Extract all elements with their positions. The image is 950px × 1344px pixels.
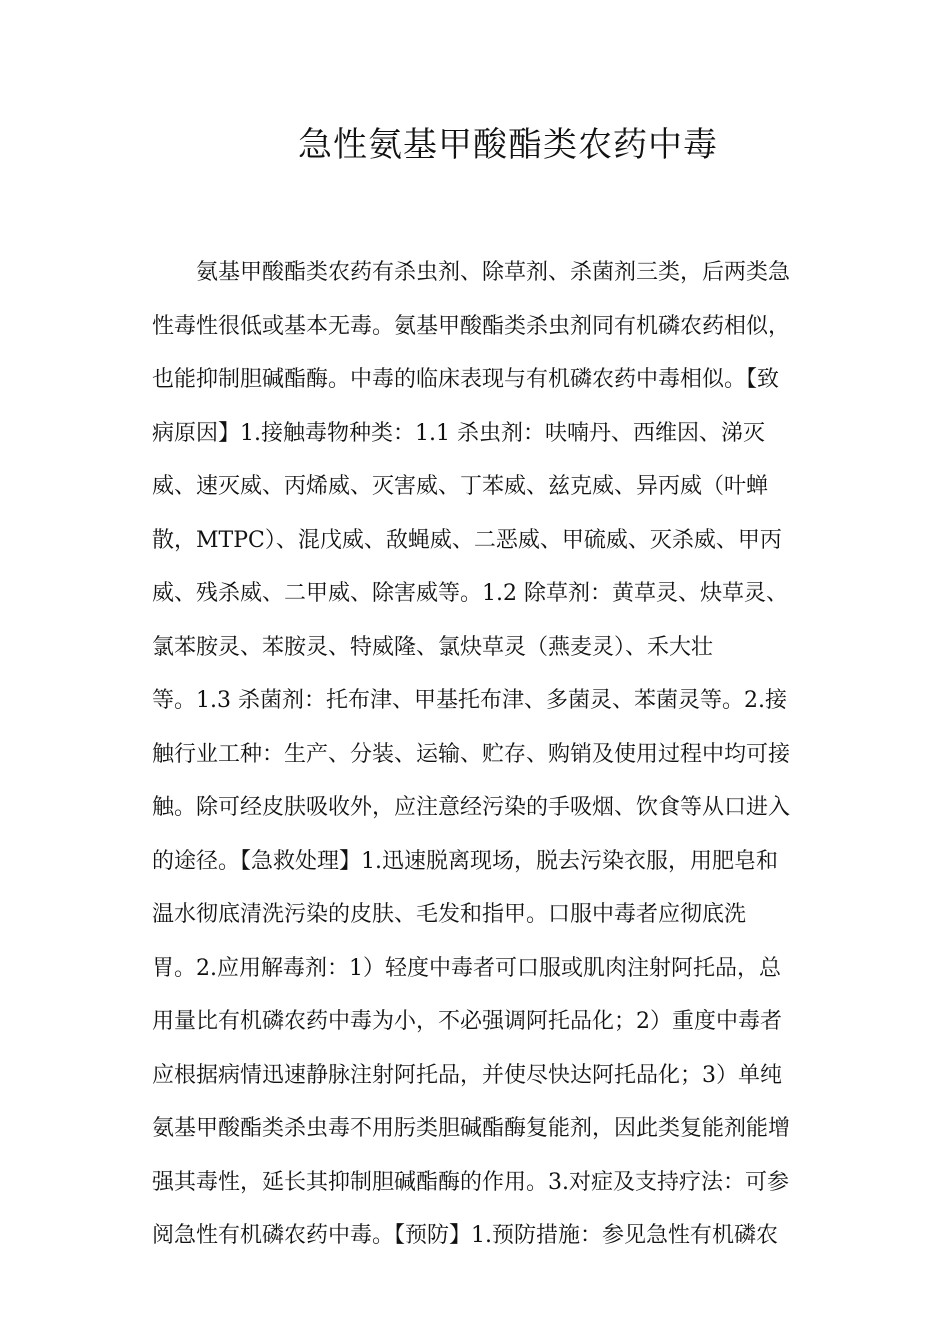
body-line: 阅急性有机磷农药中毒。【预防】1.预防措施：参见急性有机磷农	[152, 1223, 778, 1248]
body-line: 触。除可经皮肤吸收外，应注意经污染的手吸烟、饮食等从口进入	[152, 795, 791, 820]
body-line: 威、速灭威、丙烯威、灭害威、丁苯威、兹克威、异丙威（叶蝉	[152, 474, 769, 499]
document-title: 急性氨基甲酸酯类农药中毒	[298, 125, 718, 165]
body-line: 氨基甲酸酯类农药有杀虫剂、除草剂、杀菌剂三类，后两类急	[196, 260, 791, 285]
document-body	[152, 246, 812, 1263]
body-line: 氨基甲酸酯类杀虫毒不用肟类胆碱酯酶复能剂，因此类复能剂能增	[152, 1116, 791, 1141]
body-line: 也能抑制胆碱酯酶。中毒的临床表现与有机磷农药中毒相似。【致	[152, 367, 780, 392]
body-line: 温水彻底清洗污染的皮肤、毛发和指甲。口服中毒者应彻底洗	[152, 902, 747, 927]
body-line: 等。1.3 杀菌剂：托布津、甲基托布津、多菌灵、苯菌灵等。2.接	[152, 688, 787, 713]
body-line: 应根据病情迅速静脉注射阿托品，并使尽快达阿托品化；3）单纯	[152, 1062, 782, 1088]
body-line: 强其毒性，延长其抑制胆碱酯酶的作用。3.对症及支持疗法：可参	[152, 1169, 789, 1195]
body-line: 的途径。【急救处理】1.迅速脱离现场，脱去污染衣服，用肥皂和	[152, 848, 778, 874]
body-line: 性毒性很低或基本无毒。氨基甲酸酯类杀虫剂同有机磷农药相似，	[152, 313, 791, 339]
body-line: 用量比有机磷农药中毒为小，不必强调阿托品化；2）重度中毒者	[152, 1009, 782, 1034]
body-line: 胃。2.应用解毒剂：1）轻度中毒者可口服或肌肉注射阿托品，总	[152, 955, 781, 981]
body-line: 威、残杀威、二甲威、除害威等。1.2 除草剂：黄草灵、炔草灵、	[152, 581, 788, 606]
body-line: 触行业工种：生产、分装、运输、贮存、购销及使用过程中均可接	[152, 741, 791, 767]
body-line: 病原因】1.接触毒物种类：1.1 杀虫剂：呋喃丹、西维因、涕灭	[152, 420, 765, 446]
body-line: 氯苯胺灵、苯胺灵、特威隆、氯炔草灵（燕麦灵）、禾大壮	[152, 634, 714, 660]
body-line: 散，MTPC）、混戊威、敌蝇威、二恶威、甲硫威、灭杀威、甲丙	[152, 527, 782, 553]
